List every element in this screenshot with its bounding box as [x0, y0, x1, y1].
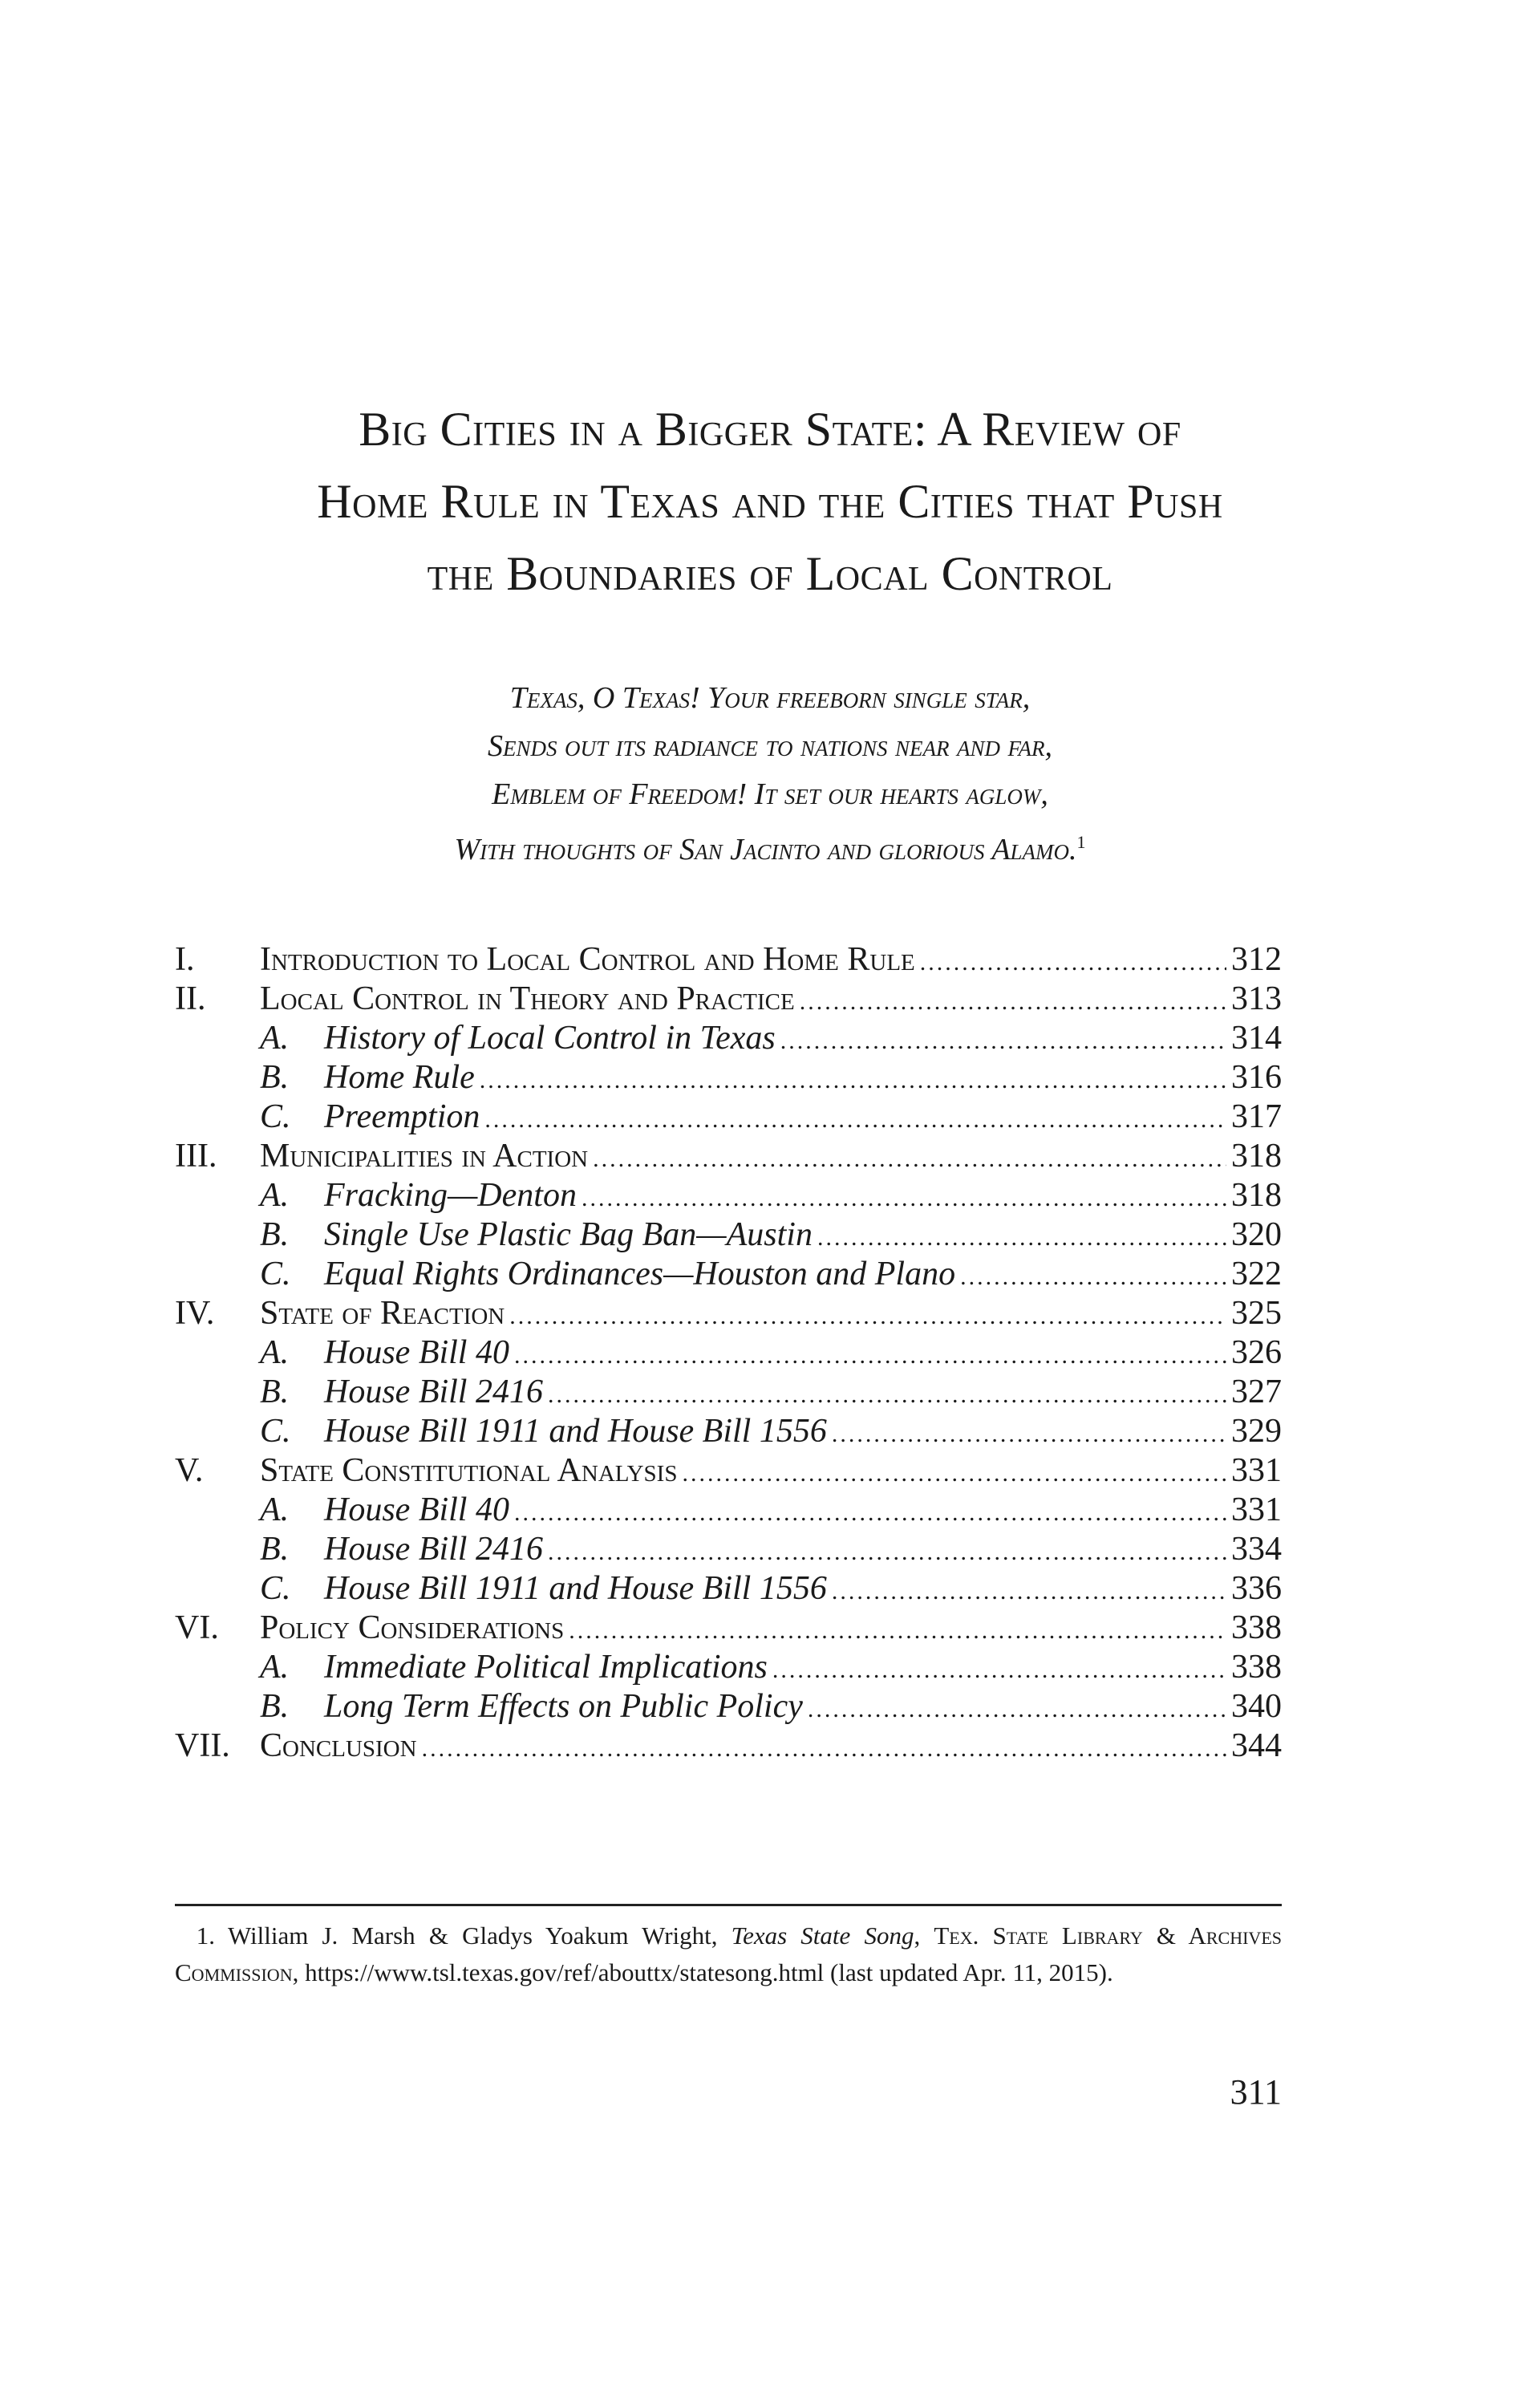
toc-dot-leader — [780, 1021, 1226, 1061]
toc-entry — [260, 1058, 1282, 1100]
toc-page-number: 318 — [1231, 1177, 1282, 1214]
table-of-contents — [175, 940, 1282, 1766]
title-line-3: the Boundaries of Local Control — [427, 547, 1113, 600]
toc-subsection-letter: A. — [260, 1177, 290, 1214]
toc-subsection-letter: A. — [260, 1020, 290, 1057]
toc-page-number: 327 — [1231, 1374, 1282, 1410]
toc-section-number: I. — [175, 941, 195, 978]
epigraph-line-3: Emblem of Freedom! It set our hearts aglow, — [492, 777, 1048, 811]
toc-entry — [260, 1176, 1282, 1218]
footnote-authors: William J. Marsh & Gladys Yoakum Wright, — [228, 1921, 718, 1950]
toc-page-number: 317 — [1231, 1098, 1282, 1135]
toc-entry — [260, 1294, 1282, 1336]
toc-dot-leader — [772, 1650, 1226, 1690]
toc-subsection-row[interactable] — [175, 1412, 1282, 1451]
toc-entry — [260, 1373, 1282, 1414]
toc-subsection-row[interactable] — [175, 1648, 1282, 1687]
epigraph — [0, 674, 1540, 874]
epigraph-line-2: Sends out its radiance to nations near and far, — [487, 729, 1053, 763]
toc-page-number: 331 — [1231, 1491, 1282, 1528]
toc-entry — [260, 1412, 1282, 1454]
toc-subsection-row[interactable] — [175, 1215, 1282, 1255]
toc-entry — [260, 1098, 1282, 1139]
toc-subsection-row[interactable] — [175, 1255, 1282, 1294]
toc-dot-leader — [509, 1296, 1226, 1336]
toc-page-number: 338 — [1231, 1609, 1282, 1646]
toc-title: Fracking—Denton — [324, 1177, 577, 1214]
toc-title: History of Local Control in Texas — [324, 1020, 776, 1057]
toc-subsection-letter: B. — [260, 1374, 290, 1410]
toc-page-number: 340 — [1231, 1688, 1282, 1725]
toc-section-number: III. — [175, 1138, 217, 1175]
toc-entry — [260, 1491, 1282, 1532]
footnote-source: Tex. State Library & Archives Commission, — [175, 1921, 1282, 1986]
toc-entry — [260, 1530, 1282, 1572]
toc-subsection-letter: C. — [260, 1256, 291, 1292]
toc-title: House Bill 2416 — [324, 1531, 543, 1568]
toc-dot-leader — [800, 982, 1226, 1021]
toc-title: Local Control in Theory and Practice — [260, 980, 795, 1017]
toc-title: Preemption — [324, 1098, 480, 1135]
page-number: 311 — [1230, 2072, 1282, 2112]
toc-subsection-row[interactable] — [175, 1687, 1282, 1727]
toc-entry — [260, 1451, 1282, 1493]
toc-subsection-letter: A. — [260, 1491, 290, 1528]
toc-title: Equal Rights Ordinances—Houston and Plano — [324, 1256, 956, 1292]
toc-subsection-row[interactable] — [175, 1530, 1282, 1569]
toc-title: Immediate Political Implications — [324, 1649, 768, 1686]
toc-page-number: 312 — [1231, 941, 1282, 978]
toc-title: Long Term Effects on Public Policy — [324, 1688, 803, 1725]
toc-title: House Bill 2416 — [324, 1374, 543, 1410]
toc-subsection-letter: B. — [260, 1059, 290, 1096]
toc-entry — [260, 1609, 1282, 1650]
toc-page-number: 326 — [1231, 1334, 1282, 1371]
toc-subsection-letter: A. — [260, 1334, 290, 1371]
toc-subsection-row[interactable] — [175, 1098, 1282, 1137]
toc-dot-leader — [422, 1729, 1226, 1768]
toc-page-number: 316 — [1231, 1059, 1282, 1096]
toc-page-number: 314 — [1231, 1020, 1282, 1057]
toc-dot-leader — [960, 1257, 1226, 1296]
toc-subsection-row[interactable] — [175, 1569, 1282, 1609]
footnote-work: Texas State Song — [731, 1921, 914, 1950]
epigraph-line-1: Texas, O Texas! Your freeborn single star, — [509, 681, 1031, 715]
toc-entry — [260, 1569, 1282, 1611]
toc-section-row[interactable] — [175, 1451, 1282, 1491]
toc-entry — [260, 1137, 1282, 1179]
toc-subsection-row[interactable] — [175, 1491, 1282, 1530]
toc-subsection-letter: B. — [260, 1531, 290, 1568]
toc-section-row[interactable] — [175, 1294, 1282, 1333]
toc-subsection-row[interactable] — [175, 1333, 1282, 1373]
toc-title: Conclusion — [260, 1727, 417, 1764]
footnote: 1. William J. Marsh & Gladys Yoakum Wright, Texas State Song, Tex. State Library & Archives Commission, https://www.tsl.texas.gov/ref/abouttx/statesong.html (last updated Apr. 11, 2015). — [175, 1917, 1282, 1991]
toc-entry — [260, 1215, 1282, 1257]
epigraph-line-4-text: With thoughts of San Jacinto and glorious Alamo. — [454, 833, 1077, 866]
toc-page-number: 344 — [1231, 1727, 1282, 1764]
toc-entry — [260, 980, 1282, 1021]
toc-subsection-letter: A. — [260, 1649, 290, 1686]
toc-subsection-row[interactable] — [175, 1019, 1282, 1058]
toc-page-number: 329 — [1231, 1413, 1282, 1450]
toc-dot-leader — [593, 1139, 1226, 1179]
toc-subsection-letter: B. — [260, 1688, 290, 1725]
toc-dot-leader — [514, 1493, 1226, 1532]
toc-dot-leader — [682, 1454, 1226, 1493]
toc-subsection-letter: C. — [260, 1570, 291, 1607]
toc-dot-leader — [548, 1532, 1226, 1572]
toc-title: Introduction to Local Control and Home Rule — [260, 941, 915, 978]
toc-section-number: IV. — [175, 1295, 215, 1332]
epigraph-line-4 — [0, 818, 1540, 874]
toc-page-number: 334 — [1231, 1531, 1282, 1568]
toc-section-row[interactable] — [175, 1727, 1282, 1766]
toc-title: Home Rule — [324, 1059, 475, 1096]
toc-page-number: 322 — [1231, 1256, 1282, 1292]
toc-dot-leader — [832, 1414, 1226, 1454]
toc-dot-leader — [484, 1100, 1226, 1139]
toc-entry — [260, 1648, 1282, 1690]
toc-section-row[interactable] — [175, 1609, 1282, 1648]
toc-title: Policy Considerations — [260, 1609, 565, 1646]
toc-section-number: VII. — [175, 1727, 230, 1764]
toc-dot-leader — [920, 943, 1226, 982]
toc-section-row[interactable] — [175, 940, 1282, 980]
toc-dot-leader — [514, 1336, 1226, 1375]
toc-dot-leader — [832, 1572, 1226, 1611]
toc-title: House Bill 1911 and House Bill 1556 — [324, 1413, 827, 1450]
toc-title: House Bill 40 — [324, 1334, 509, 1371]
toc-entry — [260, 1255, 1282, 1296]
toc-entry — [260, 1019, 1282, 1061]
toc-section-row[interactable] — [175, 1137, 1282, 1176]
toc-page-number: 338 — [1231, 1649, 1282, 1686]
toc-dot-leader — [548, 1375, 1226, 1414]
toc-section-number: VI. — [175, 1609, 219, 1646]
footnote-number: 1. — [196, 1921, 215, 1950]
toc-subsection-letter: C. — [260, 1413, 291, 1450]
toc-title: State Constitutional Analysis — [260, 1452, 678, 1489]
toc-title: Municipalities in Action — [260, 1138, 589, 1175]
toc-title: Single Use Plastic Bag Ban—Austin — [324, 1216, 813, 1253]
footnote-divider — [175, 1904, 1282, 1906]
toc-dot-leader — [569, 1611, 1226, 1650]
toc-entry — [260, 1333, 1282, 1375]
toc-title: House Bill 40 — [324, 1491, 509, 1528]
footnote-url[interactable]: https://www.tsl.texas.gov/ref/abouttx/statesong.html (last updated Apr. 11, 2015). — [305, 1958, 1113, 1986]
article-title — [0, 393, 1540, 610]
toc-subsection-row[interactable] — [175, 1373, 1282, 1412]
toc-page-number: 320 — [1231, 1216, 1282, 1253]
title-line-2: Home Rule in Texas and the Cities that Push — [317, 475, 1223, 528]
toc-page-number: 336 — [1231, 1570, 1282, 1607]
toc-subsection-letter: C. — [260, 1098, 291, 1135]
toc-dot-leader — [817, 1218, 1226, 1257]
toc-section-number: V. — [175, 1452, 204, 1489]
toc-page-number: 325 — [1231, 1295, 1282, 1332]
toc-title: House Bill 1911 and House Bill 1556 — [324, 1570, 827, 1607]
footnote-reference[interactable]: 1 — [1076, 832, 1086, 852]
toc-page-number: 331 — [1231, 1452, 1282, 1489]
toc-dot-leader — [582, 1179, 1226, 1218]
toc-subsection-row[interactable] — [175, 1058, 1282, 1098]
toc-title: State of Reaction — [260, 1295, 505, 1332]
toc-section-row[interactable] — [175, 980, 1282, 1019]
toc-entry — [260, 1727, 1282, 1768]
title-line-1: Big Cities in a Bigger State: A Review of — [359, 403, 1181, 456]
toc-entry — [260, 1687, 1282, 1729]
toc-entry — [260, 940, 1282, 982]
toc-subsection-letter: B. — [260, 1216, 290, 1253]
toc-subsection-row[interactable] — [175, 1176, 1282, 1215]
toc-page-number: 318 — [1231, 1138, 1282, 1175]
toc-dot-leader — [808, 1690, 1226, 1729]
toc-dot-leader — [480, 1061, 1226, 1100]
toc-section-number: II. — [175, 980, 206, 1017]
toc-page-number: 313 — [1231, 980, 1282, 1017]
